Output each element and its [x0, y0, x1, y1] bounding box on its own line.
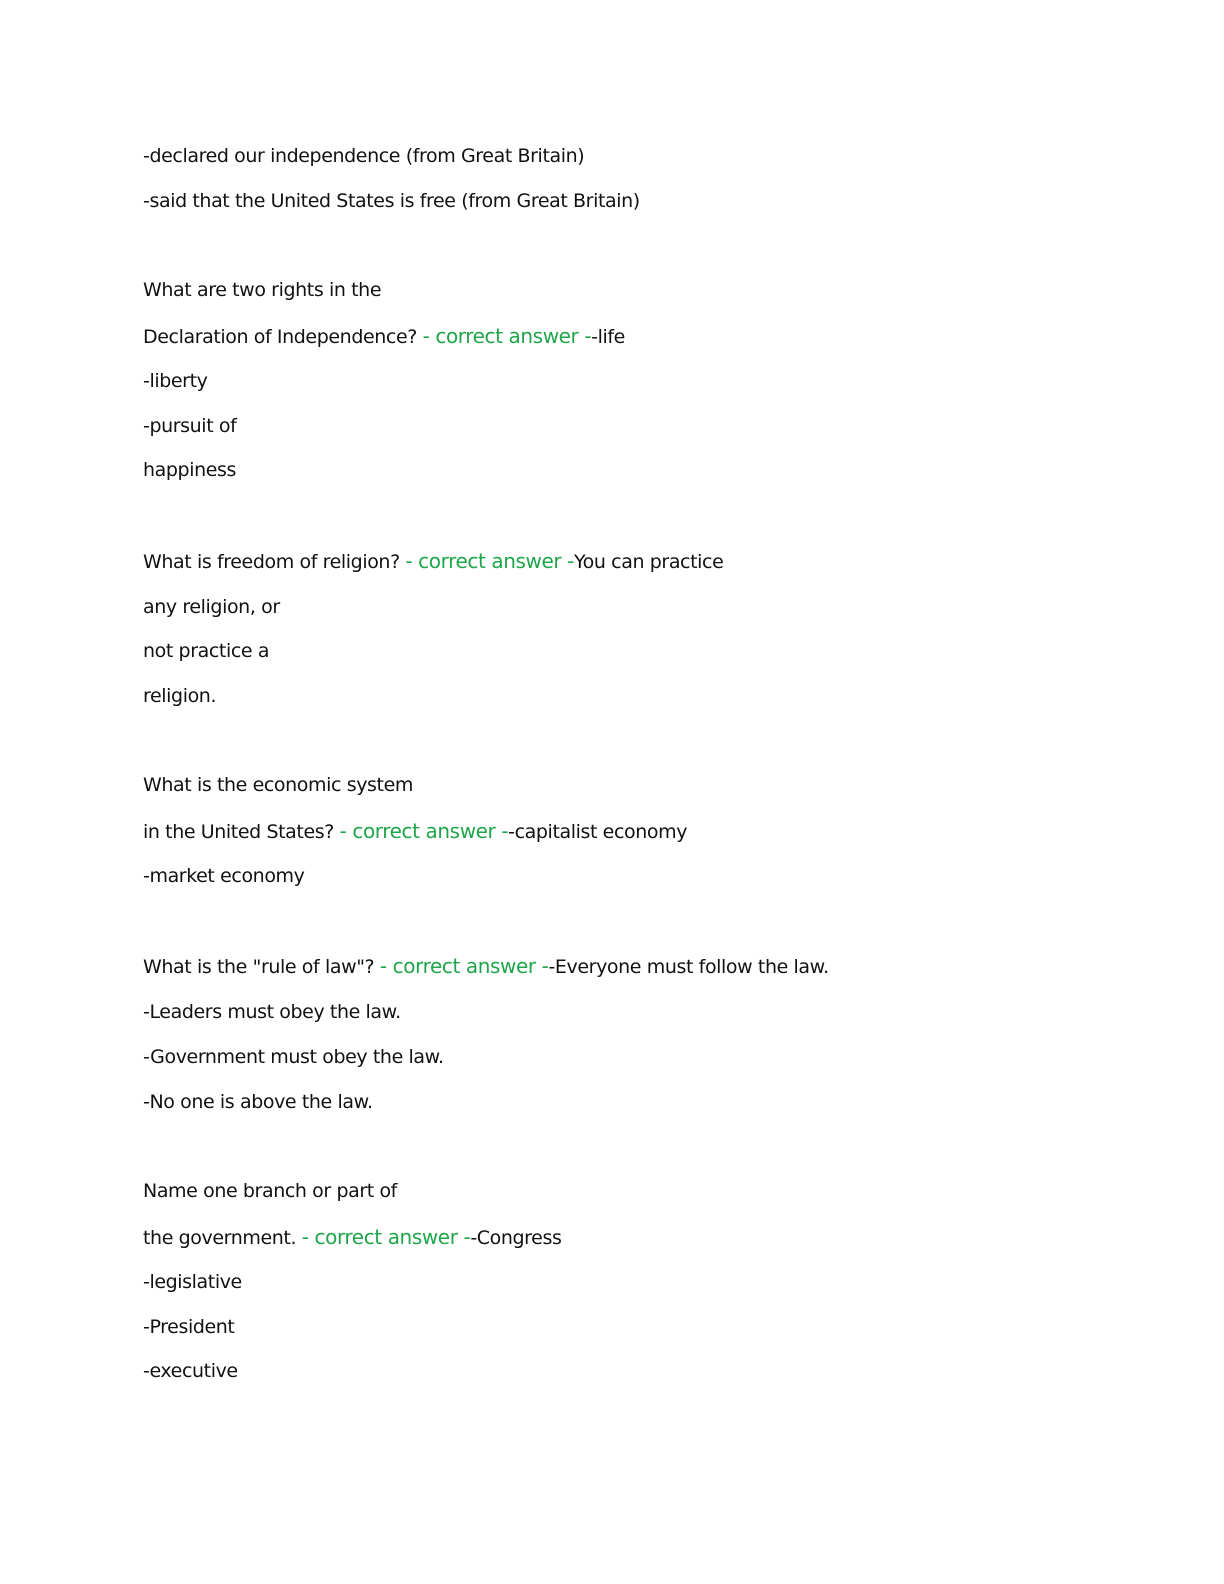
correct-answer-marker: - correct answer - [405, 549, 574, 573]
question-answer-line [143, 324, 625, 349]
question-text: the government. [143, 1227, 302, 1249]
question-answer-line [143, 819, 687, 844]
answer-line: religion. [143, 685, 217, 707]
answer-line: -executive [143, 1360, 238, 1382]
correct-answer-marker: - correct answer - [339, 819, 509, 843]
answer-line: happiness [143, 459, 237, 481]
answer-text: -Everyone must follow the law. [548, 956, 829, 978]
question-line: What is the economic system [143, 774, 413, 796]
answer-line: any religion, or [143, 596, 280, 618]
answer-line: -liberty [143, 370, 208, 392]
answer-line: not practice a [143, 640, 270, 662]
question-text: in the United States? [143, 821, 340, 843]
answer-line: -market economy [143, 865, 305, 887]
question-text: What is the "rule of law"? [143, 956, 380, 978]
correct-answer-marker: - correct answer - [301, 1225, 471, 1249]
question-answer-line [143, 1225, 561, 1250]
question-line: Name one branch or part of [143, 1180, 397, 1202]
answer-line: -President [143, 1316, 235, 1338]
answer-text: -capitalist economy [508, 821, 688, 843]
question-answer-line [143, 954, 829, 979]
question-line: What are two rights in the [143, 279, 382, 301]
correct-answer-marker: - correct answer - [379, 954, 549, 978]
text-line: -declared our independence (from Great Britain) [143, 145, 585, 167]
answer-text: You can practice [573, 551, 724, 573]
answer-line: -No one is above the law. [143, 1091, 373, 1113]
text-line: -said that the United States is free (from Great Britain) [143, 190, 640, 212]
answer-line: -Government must obey the law. [143, 1046, 444, 1068]
answer-text: -life [591, 326, 625, 348]
answer-line: -pursuit of [143, 415, 237, 437]
answer-text: -Congress [470, 1227, 562, 1249]
question-text: Declaration of Independence? [143, 326, 423, 348]
answer-line: -legislative [143, 1271, 242, 1293]
question-text: What is freedom of religion? [143, 551, 406, 573]
question-answer-line [143, 549, 723, 574]
answer-line: -Leaders must obey the law. [143, 1001, 401, 1023]
correct-answer-marker: - correct answer - [422, 324, 592, 348]
